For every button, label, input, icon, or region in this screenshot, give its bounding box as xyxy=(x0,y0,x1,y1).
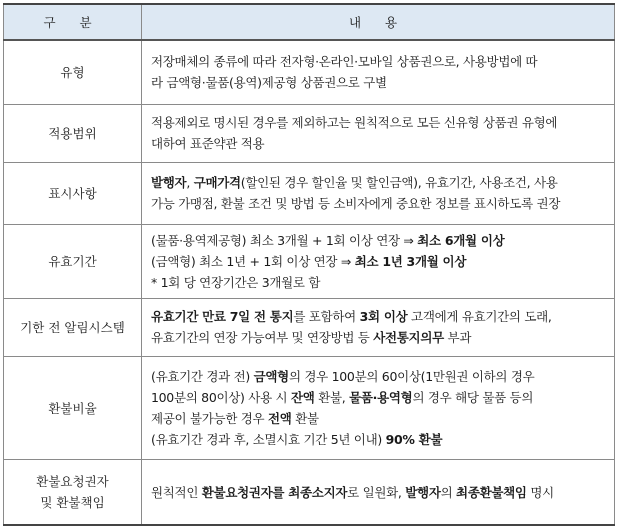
content-line xyxy=(151,482,606,503)
table-row xyxy=(4,299,615,357)
content-text-bold: 90% 환불 xyxy=(385,432,443,448)
content-line xyxy=(151,193,606,214)
content-line xyxy=(151,272,606,293)
content-text: 100분의 80이상) 사용 시 xyxy=(151,390,291,406)
header-category: 구 분 xyxy=(4,4,142,40)
table-row xyxy=(4,460,615,525)
table-row xyxy=(4,162,615,224)
content-text: 저장매체의 종류에 따라 전자형·온라인·모바일 상품권으로, 사용방법에 따 xyxy=(151,54,538,70)
content-text: 원칙적인 xyxy=(151,484,202,500)
content-line xyxy=(151,230,606,251)
content-text-bold: 최소 1년 3개월 이상 xyxy=(354,253,467,269)
category-line: 유형 xyxy=(60,64,85,80)
content-text-bold: 사전통지의무 xyxy=(373,330,444,346)
header-content: 내 용 xyxy=(142,4,615,40)
row-content xyxy=(142,224,615,298)
content-text-bold: 잔액 xyxy=(290,390,315,406)
category-line: 기한 전 알림시스템 xyxy=(20,319,125,335)
table-row xyxy=(4,224,615,298)
content-text: 유효기간의 연장 가능여부 및 연장방법 등 xyxy=(151,330,374,346)
content-text: 의 xyxy=(440,484,457,500)
content-line xyxy=(151,408,606,429)
content-text: 의 경우 해당 물품 등의 xyxy=(412,390,534,406)
content-line xyxy=(151,429,606,450)
category-line: 환불요청권자 xyxy=(36,474,109,490)
content-text-bold: 발행자 xyxy=(151,175,187,191)
content-line xyxy=(151,72,606,93)
content-text-bold: 물품·용역형 xyxy=(349,390,413,406)
content-text: 환불, xyxy=(314,390,350,406)
content-text: 환불 xyxy=(291,411,319,427)
category-line: 표시사항 xyxy=(48,185,97,201)
content-text-bold: 전액 xyxy=(268,411,292,427)
row-content xyxy=(142,40,615,104)
content-text-bold: 구매가격 xyxy=(193,175,241,191)
content-text: 가능 가맹점, 환불 조건 및 방법 등 소비자에게 중요한 정보를 표시하도록 권장 xyxy=(151,196,561,212)
row-category xyxy=(4,224,142,298)
content-text-bold: 환불요청권자를 최종소지자 xyxy=(201,484,348,500)
content-text: * 1회 당 연장기간은 3개월로 함 xyxy=(151,274,321,290)
content-line xyxy=(151,112,606,133)
row-content xyxy=(142,104,615,162)
table-row xyxy=(4,104,615,162)
row-category xyxy=(4,162,142,224)
table-row xyxy=(4,356,615,459)
category-line: 적용범위 xyxy=(48,125,97,141)
content-text: 로 일원화, xyxy=(347,484,406,500)
content-text: 대하여 표준약관 적용 xyxy=(151,136,265,152)
content-text: (유효기간 경과 전) xyxy=(151,369,254,385)
table-header-row xyxy=(4,4,615,40)
content-text: 명시 xyxy=(526,484,554,500)
content-text: 부과 xyxy=(443,330,472,346)
content-line xyxy=(151,327,606,348)
content-text: 적용제외로 명시된 경우를 제외하고는 원칙적으로 모든 신유형 상품권 유형에 xyxy=(151,115,558,131)
content-text: , xyxy=(186,175,194,191)
content-text: 를 포함하여 xyxy=(293,309,360,325)
table-body xyxy=(4,40,615,525)
content-line xyxy=(151,133,606,154)
row-content xyxy=(142,356,615,459)
category-line: 환불비율 xyxy=(48,400,97,416)
content-text: 의 경우 100분의 60이상(1만원권 이하의 경우 xyxy=(288,369,535,385)
policy-table xyxy=(3,3,615,526)
content-text-bold: 유효기간 만료 7일 전 통지 xyxy=(151,309,294,325)
content-text: (할인된 경우 할인율 및 할인금액), 유효기간, 사용조건, 사용 xyxy=(240,175,558,191)
content-text: 제공이 불가능한 경우 xyxy=(151,411,268,427)
content-text-bold: 최종환불책임 xyxy=(456,484,527,500)
content-line xyxy=(151,51,606,72)
table-row xyxy=(4,40,615,104)
content-text-bold: 3회 이상 xyxy=(359,309,408,325)
content-line xyxy=(151,172,606,193)
content-text: 고객에게 유효기간의 도래, xyxy=(407,309,552,325)
content-text: 라 금액형·물품(용역)제공형 상품권으로 구별 xyxy=(151,75,387,91)
content-line xyxy=(151,366,606,387)
content-line xyxy=(151,387,606,408)
content-text-bold: 금액형 xyxy=(253,369,289,385)
content-text-bold: 최소 6개월 이상 xyxy=(417,232,505,248)
row-category xyxy=(4,104,142,162)
category-line: 유효기간 xyxy=(48,253,97,269)
content-text: (물품·용역제공형) 최소 3개월 + 1회 이상 연장 ⇒ xyxy=(151,232,418,248)
row-category xyxy=(4,299,142,357)
content-text: (유효기간 경과 후, 소멸시효 기간 5년 이내) xyxy=(151,432,386,448)
category-line: 및 환불책임 xyxy=(40,495,105,511)
content-line xyxy=(151,251,606,272)
row-category xyxy=(4,460,142,525)
content-text-bold: 발행자 xyxy=(405,484,441,500)
row-content xyxy=(142,162,615,224)
row-category xyxy=(4,40,142,104)
row-content xyxy=(142,299,615,357)
content-line xyxy=(151,306,606,327)
row-category xyxy=(4,356,142,459)
row-content xyxy=(142,460,615,525)
content-text: (금액형) 최소 1년 + 1회 이상 연장 ⇒ xyxy=(151,253,355,269)
